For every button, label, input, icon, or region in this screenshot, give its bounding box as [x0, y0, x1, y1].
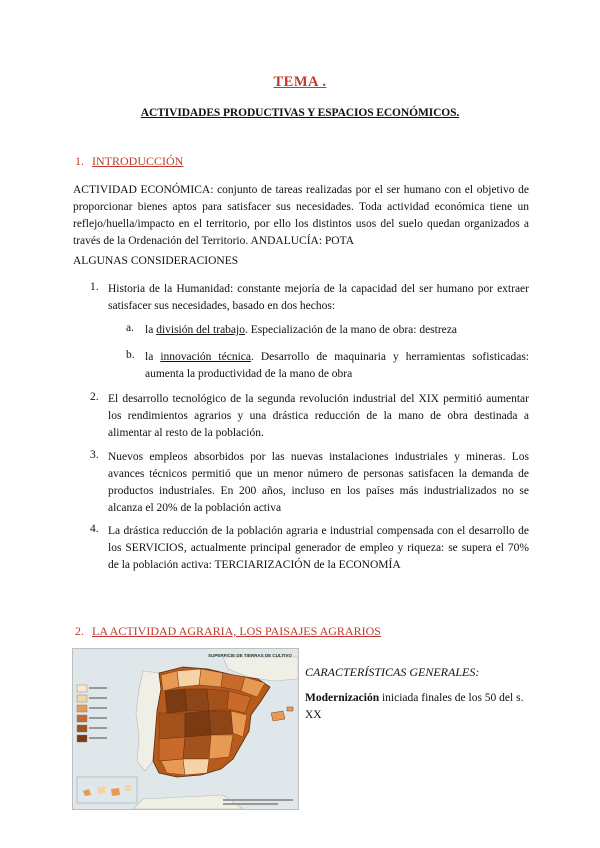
item-4-number: 4.	[90, 523, 99, 535]
characteristics-label: CARACTERÍSTICAS GENERALES:	[305, 665, 480, 679]
section-2-heading	[75, 624, 381, 639]
spain-cropland-map	[72, 648, 299, 810]
section-1-title: INTRODUCCIÓN	[92, 154, 184, 168]
page-title: TEMA .	[273, 74, 327, 90]
item-4-text: La drástica reducción de la población agraria e industrial compensada con el desarrollo de los SERVICIOS, actualmente principal generador de empleo y riqueza: se supera el 70% de la población activa: TERCIARIZACIÓN de la ECONOMÍA	[108, 525, 529, 571]
section-1-heading	[75, 154, 184, 169]
subitem-a-prefix: la	[145, 324, 157, 336]
subitem-b-rest: . Desarrollo de maquinaria y herramientas sofisticadas: aumenta la productividad de la mano de obra	[145, 351, 529, 380]
subitem-b-letter: b.	[126, 349, 135, 361]
subitem-b-prefix: la	[145, 351, 161, 363]
page-subtitle: ACTIVIDADES PRODUCTIVAS Y ESPACIOS ECONÓMICOS.	[140, 107, 460, 119]
subitem-a-letter: a.	[126, 322, 134, 334]
section-1-number: 1.	[75, 154, 84, 168]
modernization-rest: iniciada finales de los 50 del s. XX	[305, 692, 524, 721]
section-2-title: LA ACTIVIDAD AGRARIA, LOS PAISAJES AGRARIOS	[92, 624, 381, 638]
subitem-b	[145, 349, 529, 383]
item-1-number: 1.	[90, 281, 99, 293]
subitem-b-underlined: innovación técnica	[160, 351, 251, 363]
subitem-a-rest: . Especialización de la mano de obra: destreza	[244, 324, 457, 336]
item-3-number: 3.	[90, 449, 99, 461]
item-2-number: 2.	[90, 391, 99, 403]
modernization-bold: Modernización	[305, 692, 380, 704]
item-3-text: Nuevos empleos absorbidos por las nuevas instalaciones industriales y mineras. Los avances técnicos permitió que un menor número de personas satisfacen la demanda de productos industriales. En 200 años, incluso en los países más industrializados no se alcanza el 20% de la población activa	[108, 451, 529, 514]
intro-paragraph: ACTIVIDAD ECONÓMICA: conjunto de tareas realizadas por el ser humano con el objetivo de proporcionar bienes aptos para satisfacer sus necesidades. Toda actividad económica tiene un reflejo/huella/impacto en el territorio, por ello los distintos usos del suelo quedan organizados a través de la Ordenación del Territorio. ANDALUCÍA: POTA	[73, 184, 529, 247]
subitem-a	[145, 322, 529, 339]
map-graphic	[73, 649, 298, 809]
subitem-a-underlined: división del trabajo	[156, 324, 245, 336]
considerations-label: ALGUNAS CONSIDERACIONES	[73, 255, 239, 267]
section-2-number: 2.	[75, 624, 84, 638]
item-1-text: Historia de la Humanidad: constante mejoría de la capacidad del ser humano por extraer satisfacer sus necesidades, basado en dos hechos:	[108, 283, 529, 312]
item-2-text: El desarrollo tecnológico de la segunda revolución industrial del XIX permitió aumentar los rendimientos agrarios y una drástica reducción de la mano de obra destinada a alimentar al resto de la población.	[108, 393, 529, 439]
modernization-text	[305, 690, 531, 724]
map-title: SUPERFICIE DE TIERRAS DE CULTIVO	[208, 653, 292, 658]
